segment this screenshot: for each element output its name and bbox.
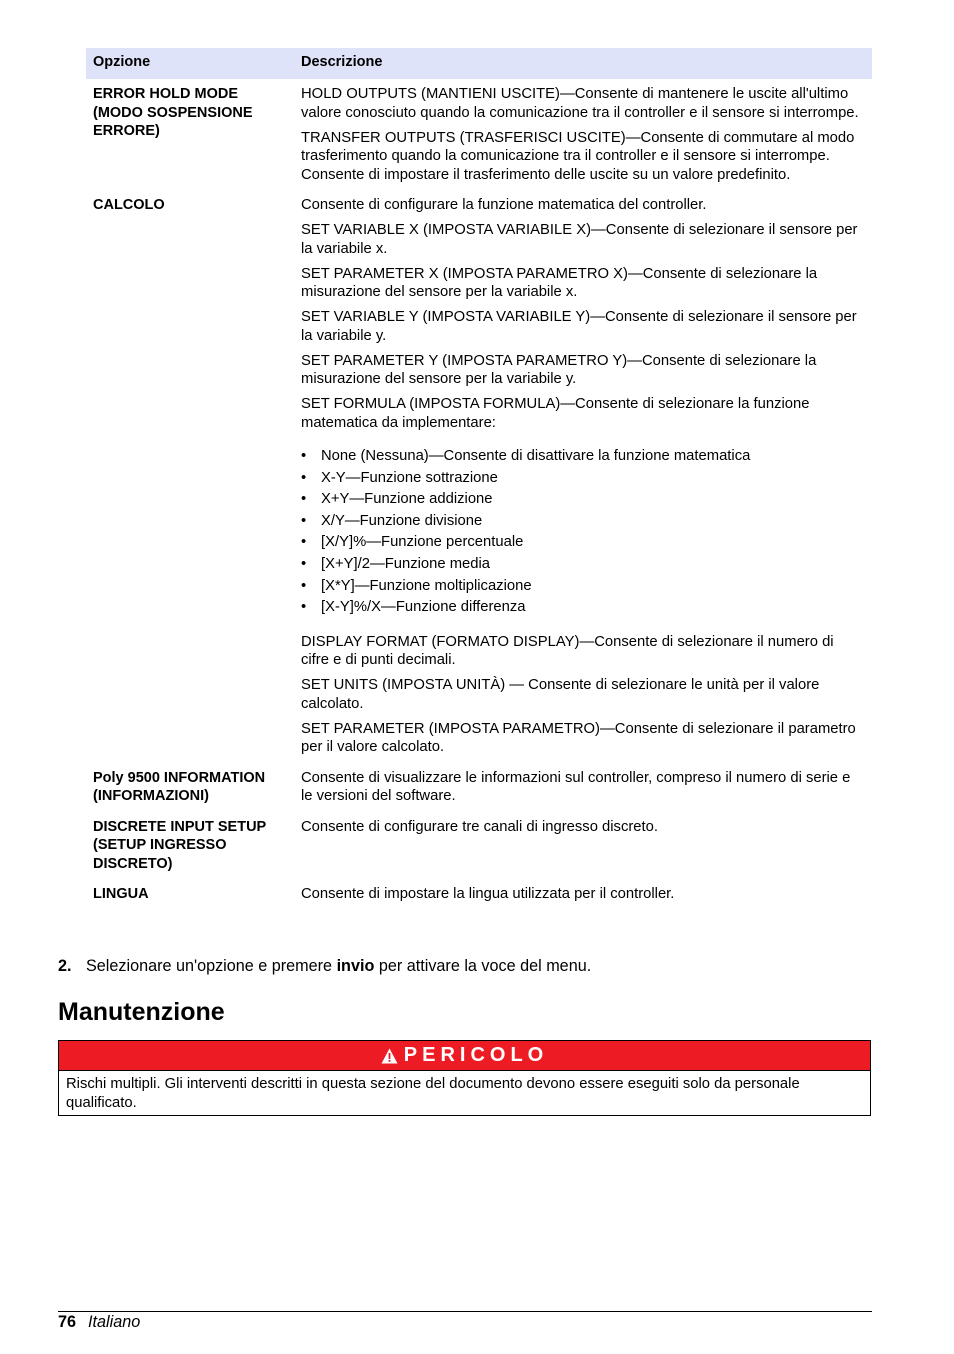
table-row xyxy=(86,763,872,812)
step-text-before: Selezionare un'opzione e premere xyxy=(86,957,337,975)
description-paragraph: Consente di visualizzare le informazioni sul controller, compreso il numero di serie e le versioni del software. xyxy=(301,769,851,805)
option-description xyxy=(294,812,872,880)
danger-body: Rischi multipli. Gli interventi descritti in questa sezione del documento devono essere eseguiti solo da personale qualificato. xyxy=(66,1076,800,1111)
description-paragraph: SET VARIABLE Y (IMPOSTA VARIABILE Y)—Consente di selezionare il sensore per la variabile y. xyxy=(301,309,857,344)
options-table xyxy=(86,48,872,910)
step-number: 2. xyxy=(58,957,72,975)
header-description: Descrizione xyxy=(294,48,872,79)
option-name: CALCOLO xyxy=(93,197,165,213)
list-item: • [X-Y]%/X—Funzione differenza xyxy=(301,597,865,619)
option-name: LINGUA xyxy=(93,886,149,903)
option-name: ERROR HOLD MODE (MODO SOSPENSIONE ERRORE) xyxy=(93,86,253,139)
step-text-after: per attivare la voce del menu. xyxy=(374,957,592,975)
list-item: • X+Y—Funzione addizione xyxy=(301,489,865,511)
option-description xyxy=(294,190,872,763)
section-title: Manutenzione xyxy=(58,998,225,1026)
description-paragraph: Consente di configurare tre canali di ingresso discreto. xyxy=(301,818,658,835)
danger-label: PERICOLO xyxy=(403,1044,549,1066)
description-paragraph: SET FORMULA (IMPOSTA FORMULA)—Consente di selezionare la funzione matematica da implementare: xyxy=(301,396,810,431)
list-item: • X-Y—Funzione sottrazione xyxy=(301,468,865,490)
page-number: 76 xyxy=(58,1313,77,1331)
description-paragraph: SET PARAMETER X (IMPOSTA PARAMETRO X)—Consente di selezionare la misurazione del sensore per la variabile x. xyxy=(301,265,818,300)
description-paragraph: SET VARIABLE X (IMPOSTA VARIABILE X)—Consente di selezionare il sensore per la variabile x. xyxy=(301,222,858,257)
table-row xyxy=(86,79,872,190)
option-description xyxy=(294,763,872,812)
page-footer xyxy=(58,1312,140,1332)
step-bold-word: invio xyxy=(336,957,375,975)
footer-divider xyxy=(58,1311,872,1312)
list-item: • [X+Y]/2—Funzione media xyxy=(301,554,865,576)
description-paragraph: SET PARAMETER Y (IMPOSTA PARAMETRO Y)—Consente di selezionare la misurazione del sensore per la variabile y. xyxy=(301,352,817,387)
description-paragraph: HOLD OUTPUTS (MANTIENI USCITE)—Consente di mantenere le uscite all'ultimo valore conosciuto quando la comunicazione tra il controller e il sensore si interrompe. xyxy=(301,86,859,121)
description-paragraph: DISPLAY FORMAT (FORMATO DISPLAY)—Consente di selezionare il numero di cifre e di punti decimali. xyxy=(301,633,834,669)
option-name: Poly 9500 INFORMATION (INFORMAZIONI) xyxy=(93,769,266,805)
description-paragraph: SET UNITS (IMPOSTA UNITÀ) — Consente di selezionare le unità per il valore calcolato. xyxy=(301,677,820,712)
list-item: • X/Y—Funzione divisione xyxy=(301,511,865,533)
description-paragraph: Consente di impostare la lingua utilizzata per il controller. xyxy=(301,886,675,903)
table-row xyxy=(86,812,872,880)
warning-triangle-icon xyxy=(381,1048,398,1064)
table-header-row xyxy=(86,48,872,79)
list-item: • [X*Y]—Funzione moltiplicazione xyxy=(301,576,865,598)
description-paragraph: Consente di configurare la funzione matematica del controller. xyxy=(301,197,707,213)
header-option: Opzione xyxy=(86,48,294,79)
formula-list xyxy=(301,446,865,619)
option-description xyxy=(294,79,872,190)
danger-header xyxy=(59,1041,870,1071)
option-description xyxy=(294,879,872,910)
footer-language: Italiano xyxy=(88,1313,141,1331)
list-item: • [X/Y]%—Funzione percentuale xyxy=(301,532,865,554)
table-row xyxy=(86,879,872,910)
list-item: • None (Nessuna)—Consente di disattivare la funzione matematica xyxy=(301,446,865,468)
danger-notice xyxy=(58,1040,871,1116)
table-row xyxy=(86,190,872,763)
step-instruction xyxy=(58,956,591,976)
description-paragraph: TRANSFER OUTPUTS (TRASFERISCI USCITE)—Consente di commutare al modo trasferimento quando la comunicazione tra il controller e il sensore si interrompe. Consente di impostare il trasferimento delle uscite su un valore predefinito. xyxy=(301,129,855,183)
option-name: DISCRETE INPUT SETUP (SETUP INGRESSO DISCRETO) xyxy=(93,818,266,872)
description-paragraph: SET PARAMETER (IMPOSTA PARAMETRO)—Consente di selezionare il parametro per il valore calcolato. xyxy=(301,720,856,756)
